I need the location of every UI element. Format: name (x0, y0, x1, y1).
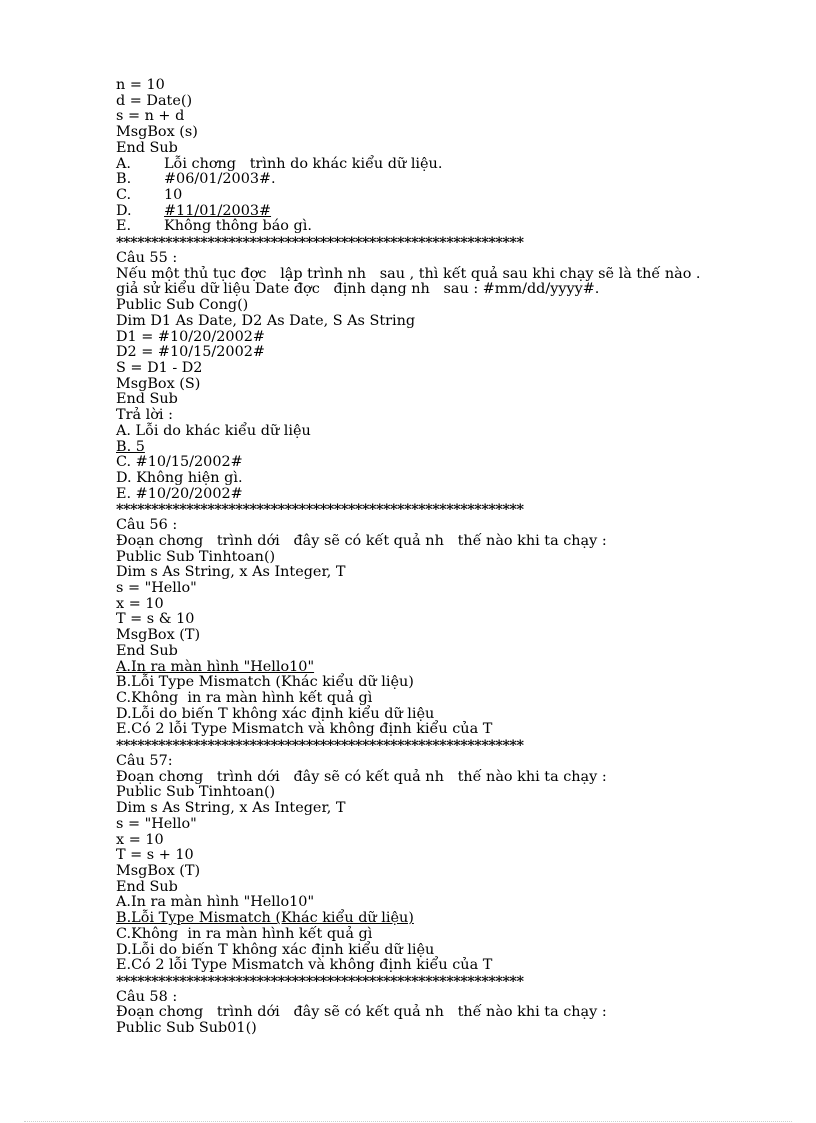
text-line: Câu 57: (116, 752, 173, 769)
text-line: Public Sub Cong() (116, 297, 249, 314)
text-line: MsgBox (T) (116, 627, 201, 644)
text-line: D.Lỗi do biến T không xác định kiểu dữ liệu (116, 705, 435, 722)
text-line: E.Có 2 lỗi Type Mismatch và không định kiểu của T (116, 957, 493, 974)
text-line: Đoạn chơng trình dới đây sẽ có kết quả nh thế nào khi ta chạy : (116, 532, 607, 549)
text-line: Public Sub Sub01() (116, 1020, 257, 1037)
text-line: Public Sub Tinhtoan() (116, 784, 276, 801)
separator-line: ********************************************************** (116, 973, 524, 990)
text-line: S = D1 - D2 (116, 359, 203, 376)
text-line: D2 = #10/15/2002# (116, 344, 265, 361)
separator-line: ********************************************************** (116, 738, 524, 754)
page-bottom-rule (24, 1121, 792, 1122)
text-line: Câu 55 : (116, 249, 178, 266)
text-line: Câu 56 : (116, 517, 178, 534)
option-label: C. (116, 187, 132, 204)
text-line: End Sub (116, 391, 178, 408)
text-line: MsgBox (S) (116, 375, 201, 392)
text-line: d = Date() (116, 92, 193, 109)
text-line: C. #10/15/2002# (116, 454, 243, 471)
text-line: T = s & 10 (116, 611, 195, 628)
option-text: 10 (164, 187, 183, 204)
option-text: Lỗi chơng trình do khác kiểu dữ liệu. (164, 155, 443, 172)
option-text: #06/01/2003#. (164, 171, 276, 188)
answer-option (116, 204, 776, 220)
text-line: End Sub (116, 139, 178, 156)
separator-line: ********************************************************** (116, 235, 524, 251)
text-line: End Sub (116, 878, 178, 895)
text-line: B.Lỗi Type Mismatch (Khác kiểu dữ liệu) (116, 910, 414, 927)
text-line: D.Lỗi do biến T không xác định kiểu dữ liệu (116, 941, 435, 958)
text-line: A.In ra màn hình "Hello10" (116, 894, 315, 911)
text-line: Đoạn chơng trình dới đây sẽ có kết quả nh thế nào khi ta chạy : (116, 1004, 607, 1021)
text-line: s = "Hello" (116, 580, 197, 596)
text-line: E.Có 2 lỗi Type Mismatch và không định kiểu của T (116, 721, 493, 738)
separator-line: ********************************************************** (116, 502, 524, 519)
answer-option (116, 188, 776, 204)
text-line: C.Không in ra màn hình kết quả gì (116, 925, 373, 942)
answer-option (116, 157, 776, 173)
option-label: E. (116, 218, 132, 235)
text-line: A. Lỗi do khác kiểu dữ liệu (116, 422, 311, 439)
text-line: Dim s As String, x As Integer, T (116, 564, 346, 581)
option-label: D. (116, 202, 132, 219)
option-text: Không thông báo gì. (164, 218, 312, 235)
text-line: MsgBox (s) (116, 124, 198, 141)
text-line: Câu 58 : (116, 988, 178, 1005)
text-line: MsgBox (T) (116, 862, 201, 879)
text-line: giả sử kiểu dữ liệu Date đợc định dạng nh sau : #mm/dd/yyyy#. (116, 281, 600, 298)
text-line: D1 = #10/20/2002# (116, 328, 265, 345)
text-line: D. Không hiện gì. (116, 469, 243, 486)
text-line: s = n + d (116, 108, 185, 125)
option-label: A. (116, 155, 131, 172)
document-body (116, 78, 776, 1037)
answer-option (116, 172, 776, 188)
text-line: Dim s As String, x As Integer, T (116, 800, 346, 817)
text-line: Nếu một thủ tục đợc lập trình nh sau , thì kết quả sau khi chạy sẽ là thế nào . (116, 265, 701, 282)
text-line: Trả lời : (116, 407, 173, 424)
option-label: B. (116, 171, 132, 188)
text-line: s = "Hello" (116, 815, 197, 832)
text-line: T = s + 10 (116, 847, 194, 864)
text-line: Public Sub Tinhtoan() (116, 548, 276, 565)
text-line: End Sub (116, 642, 178, 659)
text-line: Đoạn chơng trình dới đây sẽ có kết quả nh thế nào khi ta chạy : (116, 768, 607, 785)
answer-option (116, 219, 776, 235)
option-text: #11/01/2003# (164, 202, 272, 219)
text-line: x = 10 (116, 831, 164, 848)
text-line: B. 5 (116, 438, 145, 455)
text-line: A.In ra màn hình "Hello10" (116, 658, 315, 675)
text-line: E. #10/20/2002# (116, 485, 243, 502)
text-line: B.Lỗi Type Mismatch (Khác kiểu dữ liệu) (116, 674, 414, 691)
text-line: n = 10 (116, 77, 165, 93)
text-line: C.Không in ra màn hình kết quả gì (116, 690, 373, 707)
text-line: x = 10 (116, 595, 164, 612)
text-line: Dim D1 As Date, D2 As Date, S As String (116, 312, 416, 329)
